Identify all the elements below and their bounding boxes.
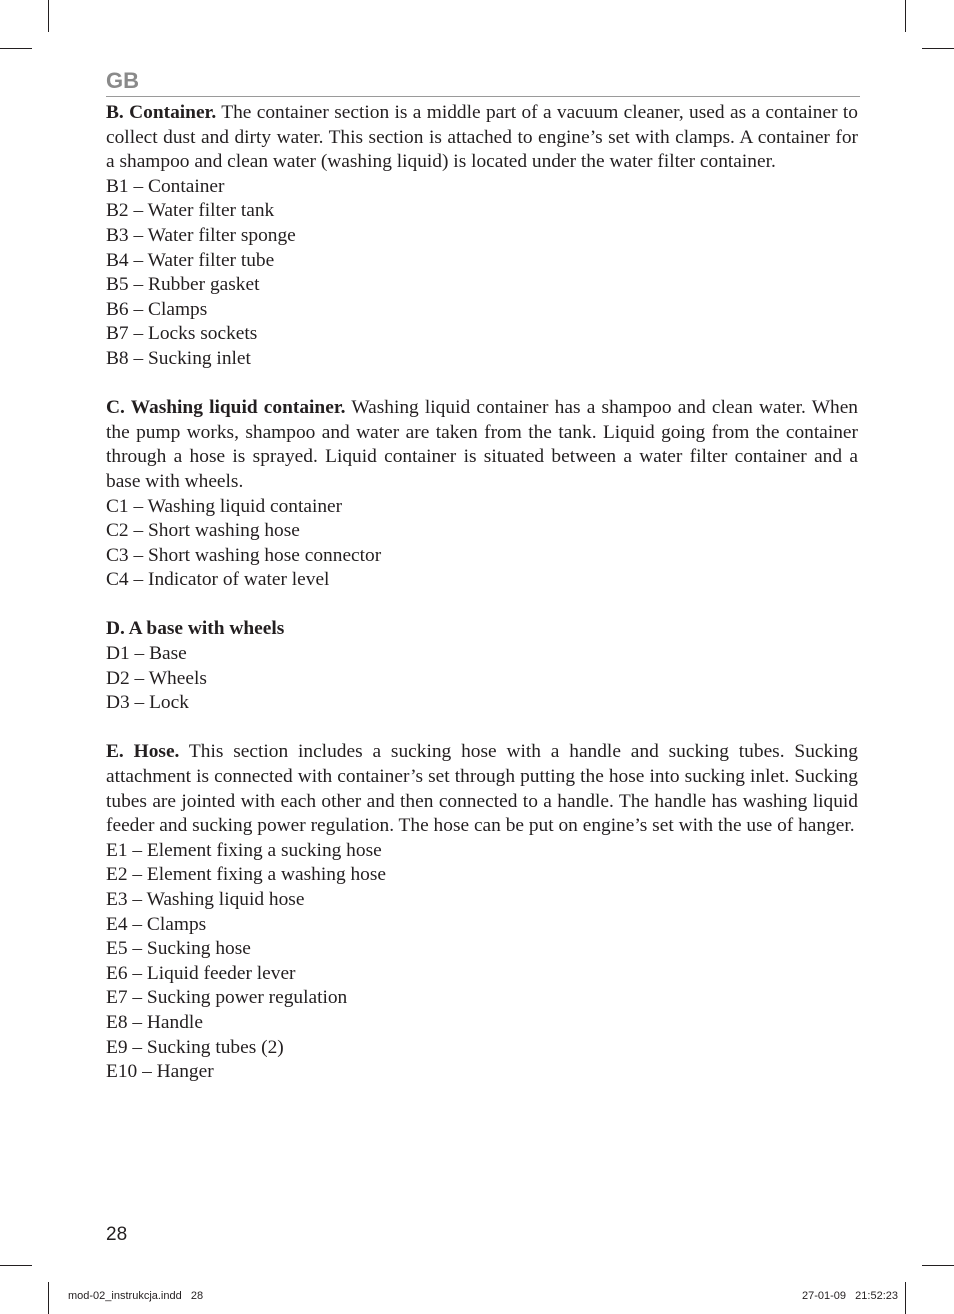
section-b-heading: B. Container. [106, 102, 217, 123]
list-item: E10 – Hanger [106, 1061, 214, 1083]
list-item: E3 – Washing liquid hose [106, 889, 305, 910]
spacer [106, 372, 858, 397]
section-c-heading: C. Washing liquid container. [106, 397, 346, 419]
section-c-text: Washing liquid container has a shampoo and clean water. When the pump works, shampoo and water are taken from the tank. Liquid going from the container through a hose is sprayed. Liquid container is situated between a water filter container and a base with wheels. [106, 397, 858, 492]
language-label: GB [106, 68, 139, 93]
crop-mark [922, 48, 954, 49]
list-item: C2 – Short washing hose [106, 520, 300, 542]
slug-timestamp: 27-01-09 21:52:23 [801, 1290, 898, 1302]
page-number: 28 [106, 1224, 128, 1245]
list-item: C4 – Indicator of water level [106, 569, 330, 591]
section-d-list [106, 642, 858, 716]
list-item: C1 – Washing liquid container [106, 495, 343, 517]
crop-mark [922, 1265, 954, 1266]
list-item: B3 – Water filter sponge [106, 224, 296, 246]
list-item: D3 – Lock [106, 692, 189, 714]
section-e-list [106, 839, 858, 1085]
list-item: E2 – Element fixing a washing hose [106, 864, 387, 886]
crop-mark [0, 1265, 32, 1266]
spacer [106, 716, 858, 741]
section-e-paragraph [106, 740, 858, 838]
list-item: C3 – Short washing hose connector [106, 544, 382, 566]
list-item: E6 – Liquid feeder lever [106, 962, 296, 984]
slug-file-info: mod-02_instrukcja.indd 28 [68, 1290, 204, 1302]
list-item: E7 – Sucking power regulation [106, 987, 348, 1009]
list-item: B2 – Water filter tank [106, 200, 275, 222]
list-item: E9 – Sucking tubes (2) [106, 1036, 284, 1058]
list-item: E4 – Clamps [106, 913, 207, 935]
section-b-paragraph [106, 101, 858, 175]
crop-mark [0, 48, 32, 49]
spacer [106, 593, 858, 618]
crop-mark [48, 1282, 49, 1314]
section-d-heading: D. A base with wheels [106, 618, 285, 640]
crop-mark [905, 0, 906, 32]
crop-mark [905, 1282, 906, 1314]
crop-mark [48, 0, 49, 32]
section-c-list [106, 495, 858, 593]
list-item: E8 – Handle [106, 1011, 203, 1033]
list-item: B5 – Rubber gasket [106, 274, 260, 296]
list-item: B4 – Water filter tube [106, 249, 275, 271]
list-item: B7 – Locks sockets [106, 323, 258, 345]
list-item: B6 – Clamps [106, 298, 208, 320]
list-item: E1 – Element fixing a sucking hose [106, 839, 382, 861]
section-b-list [106, 175, 858, 372]
list-item: B8 – Sucking inlet [106, 347, 251, 369]
section-b-text: The container section is a middle part of a vacuum cleaner, used as a container to collect dust and dirty water. This section is attached to engine’s set with clamps. A container for a shampoo and clean water (washing liquid) is located under the water filter container. [106, 102, 858, 173]
section-e-text: This section includes a sucking hose with a handle and sucking tubes. Sucking attachment is connected with container’s set through putting the hose into sucking inlet. Sucking tubes are jointed with each other and then connected to a handle. The handle has washing liquid feeder and sucking power regulation. The hose can be put on engine’s set with the use of hanger. [106, 741, 858, 837]
list-item: E5 – Sucking hose [106, 938, 251, 960]
section-c-paragraph [106, 396, 858, 494]
list-item: D1 – Base [106, 643, 187, 665]
list-item: B1 – Container [106, 175, 225, 197]
section-e-heading: E. Hose. [106, 741, 180, 763]
header-rule [106, 96, 860, 97]
list-item: D2 – Wheels [106, 667, 207, 689]
page-content [106, 101, 858, 1085]
